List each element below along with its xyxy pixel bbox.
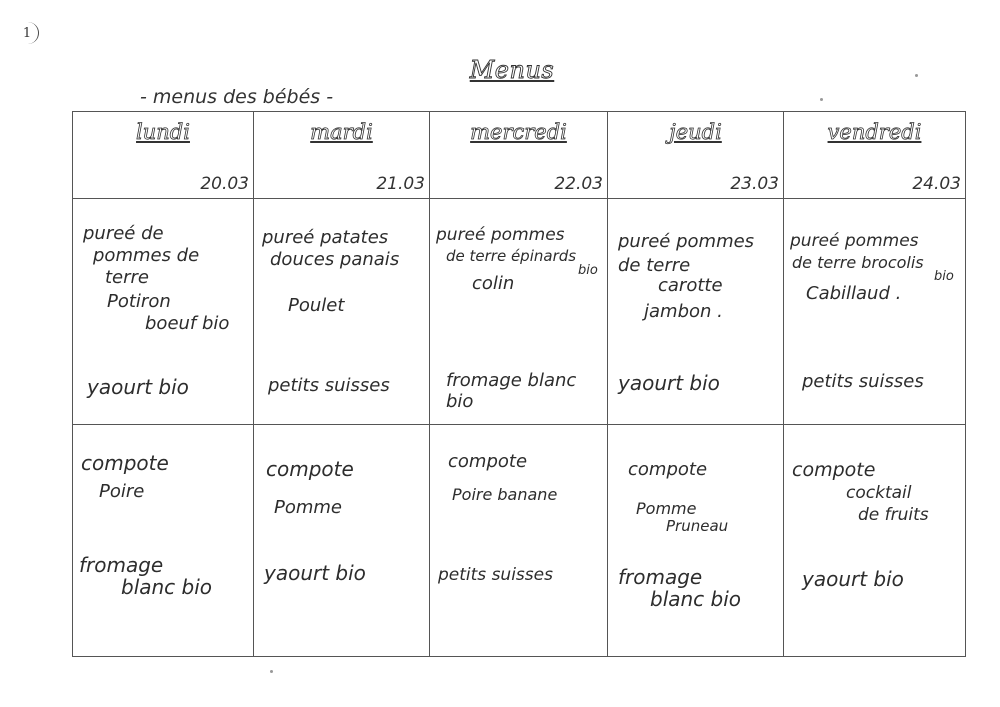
dessert-dairy-line: fromage (79, 553, 164, 577)
day-header-friday (784, 112, 966, 199)
dessert-cell-monday (73, 425, 254, 657)
dessert-dairy-line: petits suisses (438, 565, 553, 585)
main-line: Cabillaud . (806, 283, 902, 304)
main-cell-tuesday (254, 199, 430, 425)
page-marker-text: 1 (22, 26, 32, 41)
dessert-line: Pomme (274, 497, 343, 518)
dessert-line: Pruneau (666, 517, 729, 535)
dairy-line: yaourt bio (618, 371, 720, 395)
header-row (73, 112, 966, 199)
dessert-cell-wednesday (430, 425, 608, 657)
day-date: 23.03 (730, 174, 779, 194)
dessert-line: Poire (99, 481, 145, 502)
main-line: pureé pommes (618, 231, 755, 252)
page-subtitle: - menus des bébés - (140, 86, 334, 108)
dessert-dairy-line: yaourt bio (264, 561, 366, 585)
main-line: colin (472, 273, 515, 294)
main-cell-thursday (608, 199, 784, 425)
main-line: boeuf bio (145, 313, 230, 334)
dessert-cell-friday (784, 425, 966, 657)
dairy-line: yaourt bio (87, 375, 189, 399)
main-line: terre (105, 267, 150, 288)
page-marker (16, 26, 38, 48)
main-line: de terre brocolis (792, 253, 924, 272)
main-line: de terre épinards (446, 247, 577, 265)
dessert-dairy-line: blanc bio (121, 575, 213, 599)
day-header-monday (73, 112, 254, 199)
day-name: jeudi (669, 120, 722, 144)
day-name: mercredi (470, 120, 567, 144)
scan-speck (820, 98, 823, 101)
dessert-line: Poire banane (452, 485, 558, 504)
dessert-line: compote (266, 457, 354, 481)
day-date: 22.03 (554, 174, 603, 194)
main-cell-wednesday (430, 199, 608, 425)
dessert-cell-thursday (608, 425, 784, 657)
page-title: Menus (469, 56, 555, 84)
dessert-cell-tuesday (254, 425, 430, 657)
dessert-line: de fruits (858, 505, 929, 525)
dairy-line: petits suisses (268, 375, 390, 396)
dessert-dairy-line: fromage (618, 565, 703, 589)
day-header-thursday (608, 112, 784, 199)
main-line: pommes de (93, 245, 200, 266)
day-header-tuesday (254, 112, 430, 199)
dairy-line: petits suisses (802, 371, 924, 392)
main-line: bio (578, 263, 598, 278)
main-line: douces panais (270, 249, 400, 270)
dessert-line: compote (81, 451, 169, 475)
main-line: pureé pommes (790, 231, 919, 251)
main-course-row (73, 199, 966, 425)
page-marker-bracket (26, 22, 39, 44)
main-line: carotte (658, 275, 723, 296)
day-header-wednesday (430, 112, 608, 199)
main-line: bio (934, 269, 954, 284)
main-line: pureé pommes (436, 225, 565, 245)
day-name: mardi (310, 120, 373, 144)
menu-table (72, 111, 966, 657)
day-date: 20.03 (200, 174, 249, 194)
dessert-line: compote (792, 459, 876, 481)
main-line: jambon . (644, 301, 723, 322)
dessert-line: compote (628, 459, 708, 480)
main-line: pureé de (83, 223, 164, 244)
scan-speck (915, 74, 918, 77)
dessert-row (73, 425, 966, 657)
day-date: 24.03 (912, 174, 961, 194)
scan-speck (270, 670, 273, 673)
dairy-line: fromage blanc bio (446, 370, 577, 412)
main-line: de terre (618, 255, 691, 276)
main-cell-friday (784, 199, 966, 425)
dessert-dairy-line: yaourt bio (802, 567, 904, 591)
dessert-dairy-line: blanc bio (650, 587, 742, 611)
main-line: Potiron (107, 291, 171, 312)
dessert-line: cocktail (846, 483, 912, 503)
dessert-line: Pomme (636, 499, 697, 518)
dessert-line: compote (448, 451, 528, 472)
main-line: Poulet (288, 295, 345, 316)
day-name: lundi (136, 120, 190, 144)
main-line: pureé patates (262, 227, 389, 248)
day-name: vendredi (827, 120, 922, 144)
day-date: 21.03 (376, 174, 425, 194)
main-cell-monday (73, 199, 254, 425)
